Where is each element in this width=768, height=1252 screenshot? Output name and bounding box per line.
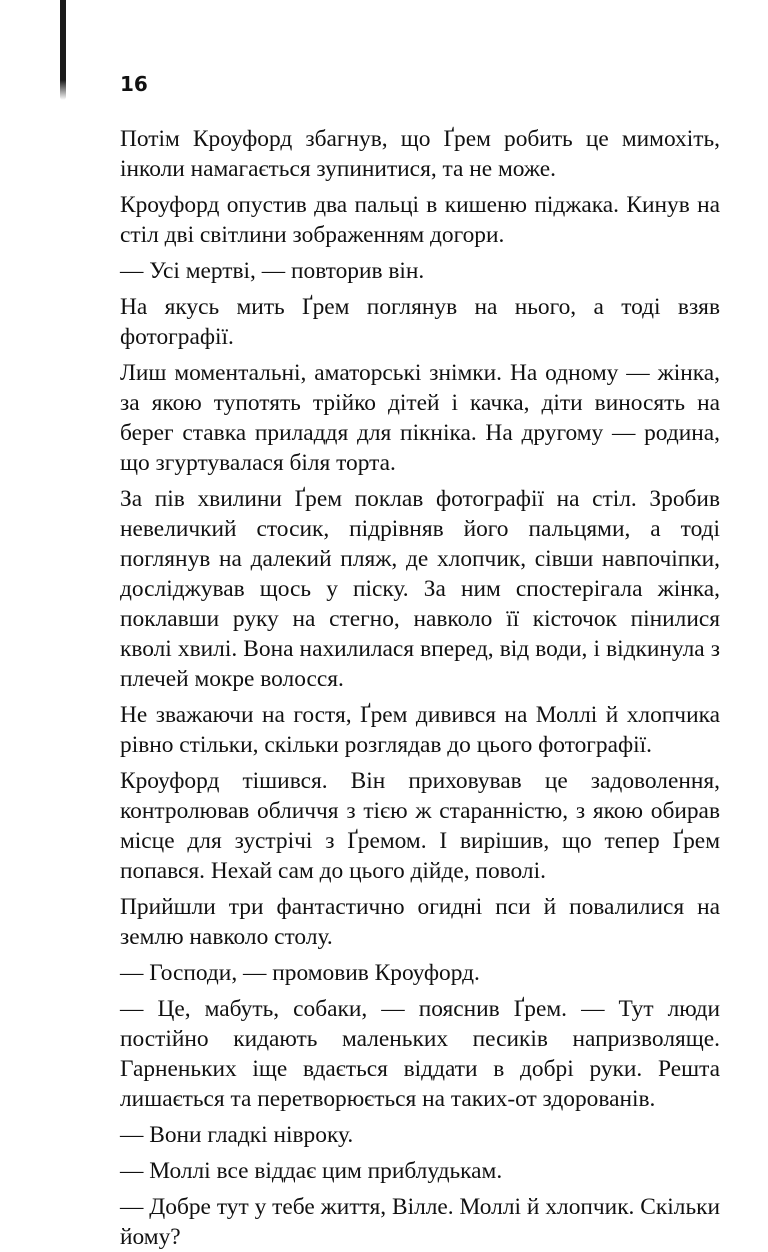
paragraph: Потім Кроуфорд збагнув, що Ґрем робить це мимохіть, інколи намагається зупинитися, та не може.	[120, 126, 720, 182]
paragraph: — Моллі все віддає цим приблудькам.	[120, 1158, 503, 1184]
paragraph: Кроуфорд опустив два пальці в кишеню піджака. Кинув на стіл дві світлини зображенням догори.	[120, 192, 720, 248]
paragraph: За пів хвилини Ґрем поклав фотографії на стіл. Зробив невеличкий стосик, підрівняв його пальцями, а тоді поглянув на далекий пляж, де хлопчик, сівши навпочіпки, досліджував щось у піску. За ним спостерігала жінка, поклавши руку на стегно, навколо її кісточок пінилися кволі хвилі. Вона нахилилася вперед, від води, і відкинула з плечей мокре волосся.	[120, 486, 720, 692]
paragraph: — Це, мабуть, собаки, — пояснив Ґрем. — Тут люди постійно кидають маленьких песиків напризволяще. Гарненьких іще вдається віддати в добрі руки. Решта лишається та перетворюється на таких-от здорованів.	[120, 996, 720, 1112]
page-number: 16	[120, 72, 148, 96]
paragraph: Кроуфорд тішився. Він приховував це задоволення, контролював обличчя з тією ж старанністю, з якою обирав місце для зустрічі з Ґремом. І вирішив, що тепер Ґрем попався. Нехай сам до цього дійде, поволі.	[120, 768, 720, 884]
paragraph: — Господи, — промовив Кроуфорд.	[120, 960, 480, 986]
paragraph: — Усі мертві, — повторив він.	[120, 258, 425, 284]
paragraph: — Добре тут у тебе життя, Вілле. Моллі й хлопчик. Скільки йому?	[120, 1194, 720, 1250]
paragraph: — Вони гладкі нівроку.	[120, 1122, 354, 1148]
paragraph: Не зважаючи на гостя, Ґрем дивився на Моллі й хлопчика рівно стільки, скільки розглядав до цього фотографії.	[120, 702, 720, 758]
body-text	[120, 124, 720, 1252]
paragraph: Лиш моментальні, аматорські знімки. На одному — жінка, за якою тупотять трійко дітей і качка, діти виносять на берег ставка приладдя для пікніка. На другому — родина, що згуртувалася біля торта.	[120, 360, 720, 476]
page-edge-mark	[60, 0, 66, 100]
paragraph: Прийшли три фантастично огидні пси й повалилися на землю навколо столу.	[120, 894, 720, 950]
paragraph: На якусь мить Ґрем поглянув на нього, а тоді взяв фотографії.	[120, 294, 720, 350]
